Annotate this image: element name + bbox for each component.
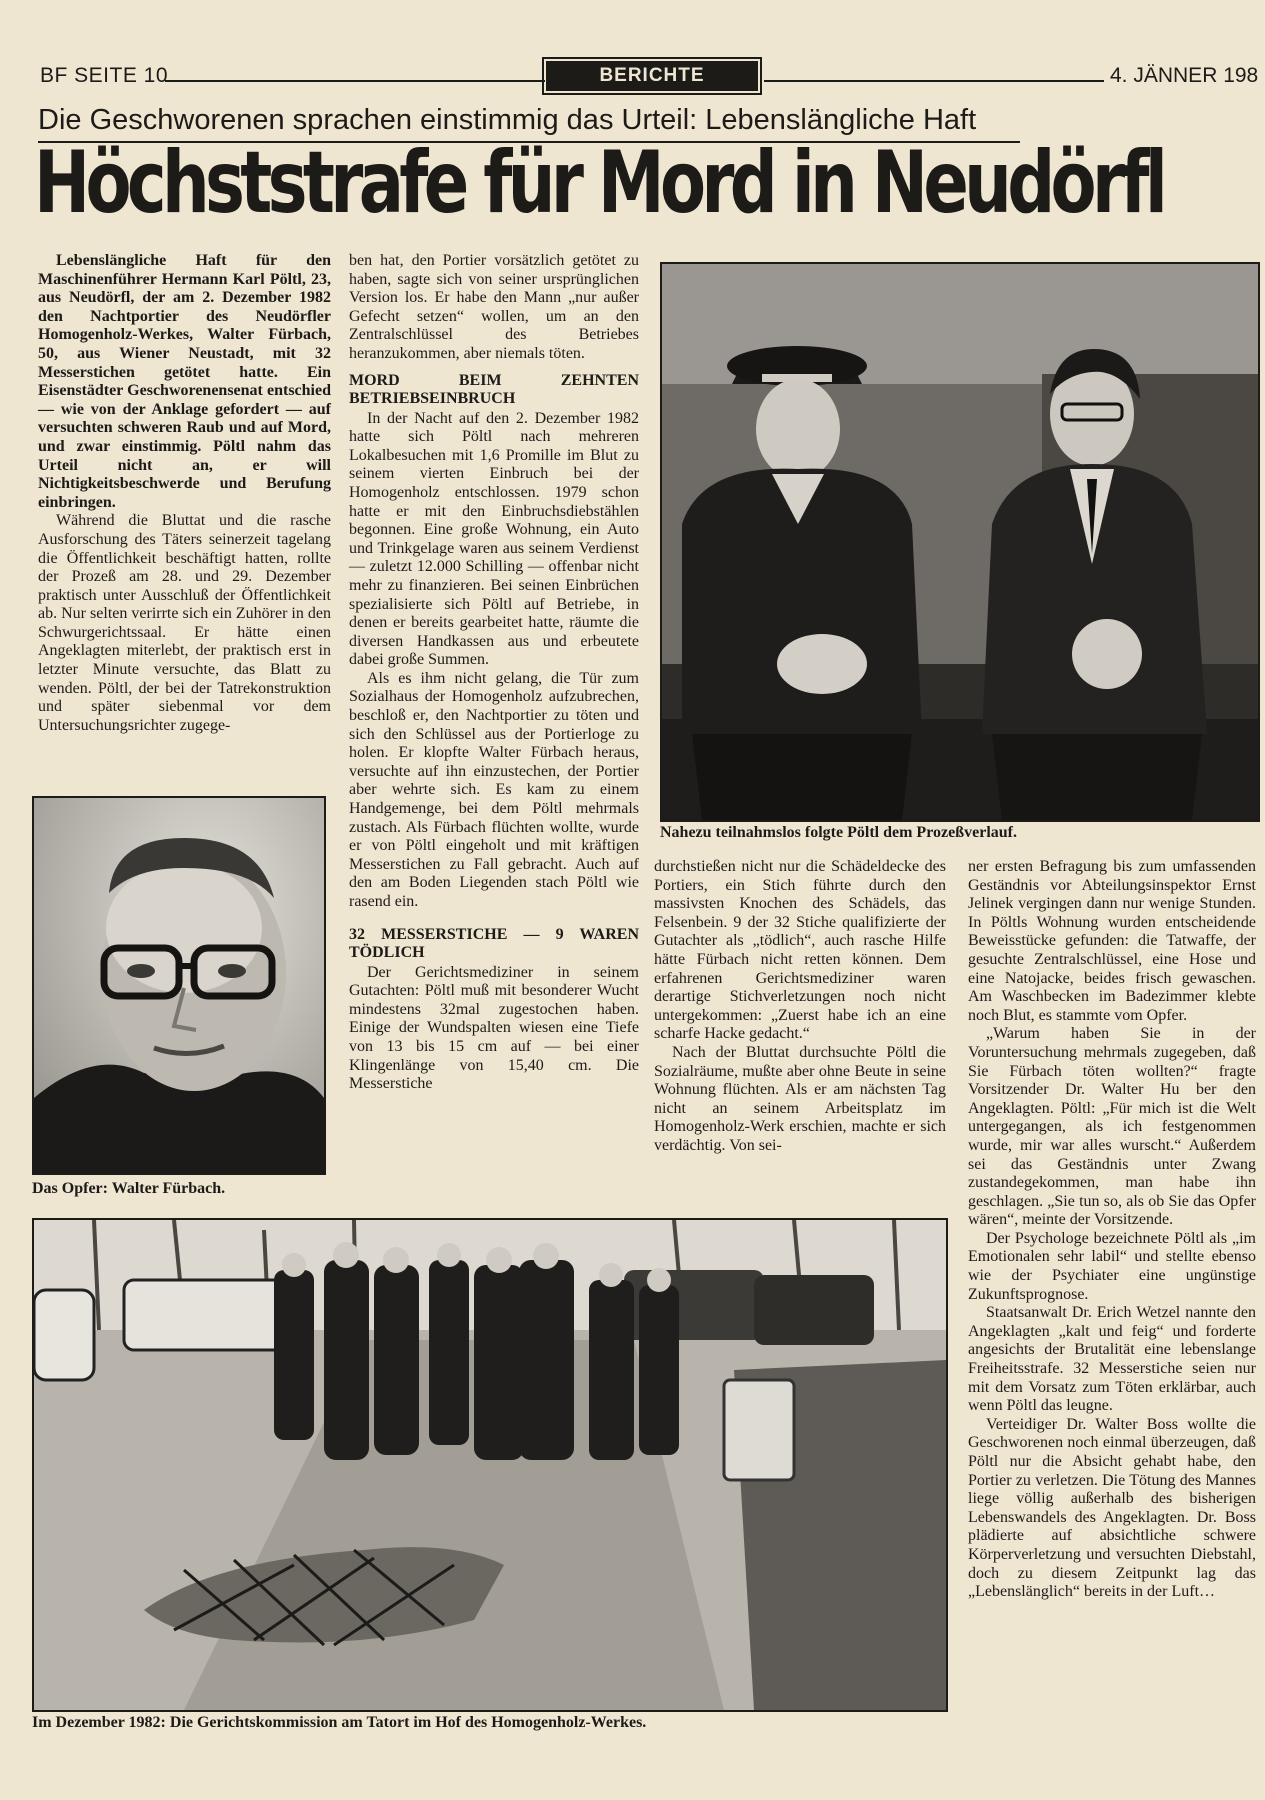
crime-scene-caption: Im Dezember 1982: Die Gerichtskommission am Tatort im Hof des Homogenholz-Werkes. [32, 1714, 647, 1731]
kicker-line: Die Geschworenen sprachen einstimmig das Urteil: Lebenslängliche Haft [38, 104, 977, 136]
page-number: BF SEITE 10 [40, 64, 169, 87]
paragraph: Verteidiger Dr. Walter Boss wollte die Geschworenen noch einmal überzeugen, daß Pöltl nur die Absicht gehabt habe, den Portier zu verletzen. Die Tötung des Mannes liege völlig außerhalb des bisherigen Lebenswandels des Angeklagten. Dr. Boss plädierte auf absichtliche schwere Körperverletzung und versuchten Diebstahl, doch zu diesem Zeitpunkt lag das „Lebenslänglich“ bereits in der Luft… [968, 1415, 1256, 1601]
article-column-2 [349, 252, 639, 1094]
paragraph: „Warum haben Sie in der Voruntersuchung mehrmals zugegeben, daß Sie Fürbach töten wollten?“ fragte Vorsitzender Dr. Walter Hu ber den Angeklagten. Pöltl: „Für mich ist die Welt untergegangen, als ich festgenommen wurde, mir war alles wurscht.“ Außerdem sei das Geständnis unter Zwang zustandegekommen, man habe ihn geschlagen. „Sie tun so, als ob Sie das Opfer wären“, meinte der Vorsitzende. [968, 1025, 1256, 1229]
article-column-4 [968, 858, 1256, 1602]
paragraph: Der Gerichtsmediziner in seinem Gutachten: Pöltl muß mit besonderer Wucht mindestens 32mal zugestochen haben. Einige der Wundspalten wiesen eine Tiefe von 13 bis 15 cm auf — bei einer Klingenlänge von 15,40 cm. Die Messerstiche [349, 963, 639, 1093]
victim-caption: Das Opfer: Walter Fürbach. [32, 1180, 226, 1197]
masthead-rule-right [764, 80, 1104, 82]
paragraph: Während die Bluttat und die rasche Ausforschung des Täters seinerzeit tagelang die Öffentlichkeit beschäftigt hatten, rollte der Prozeß am 28. und 29. Dezember praktisch unter Ausschluß der Öffentlichkeit ab. Nur selten verirrte sich ein Zuhörer in den Schwurgerichtssaal. Er hätte einen Angeklagten miterlebt, der praktisch erst in letzter Minute versuchte, das Blatt zu wenden. Pöltl, der bei der Tatrekonstruktion und später siebenmal vor dem Untersuchungsrichter zugege- [38, 512, 331, 734]
paragraph: Als es ihm nicht gelang, die Tür zum Sozialhaus der Homogenholz aufzubrechen, beschloß er, den Nachtportier zu töten und sich den Schlüssel aus der Portierloge zu holen. Er klopfte Walter Fürbach heraus, versuchte auf ihn einzustechen, der Portier aber wehrte sich. Es kam zu einem Handgemenge, bei dem Pöltl mehrmals zustach. Als Fürbach flüchten wollte, wurde er von Pöltl eingeholt und mit kräftigen Messerstichen zu Fall gebracht. Auch auf den am Boden Liegenden stach Pöltl wie rasend ein. [349, 669, 639, 910]
courtroom-caption: Nahezu teilnahmslos folgte Pöltl dem Prozeßverlauf. [660, 824, 1017, 841]
paragraph: ben hat, den Portier vorsätzlich getötet zu haben, sagte sich von seiner ursprünglichen Version los. Er habe den Mann „nur außer Gefecht setzen“ wollen, um an den Zentralschlüssel des Betriebes heranzukommen, aber niemals töten. [349, 252, 639, 362]
victim-photo [32, 796, 326, 1175]
paragraph: Der Psychologe bezeichnete Pöltl als „im Emotionalen sehr labil“ und stellte ebenso wie der Psychiater eine ungünstige Zukunftsprognose. [968, 1229, 1256, 1303]
subheading: 32 MESSERSTICHE — 9 WAREN TÖDLICH [349, 925, 639, 961]
subheading: MORD BEIM ZEHNTEN BETRIEBSEINBRUCH [349, 371, 639, 407]
crime-scene-photo [32, 1218, 948, 1712]
paragraph: Staatsanwalt Dr. Erich Wetzel nannte den Angeklagten „kalt und feig“ und forderte angesichts der Brutalität eine lebenslange Freiheitsstrafe. 32 Messerstiche seien nur mit dem Vorsatz zum Töten erklärbar, auch wenn Pöltl das leugne. [968, 1304, 1256, 1415]
masthead-rule-left [165, 80, 545, 82]
paragraph: ner ersten Befragung bis zum umfassenden Geständnis vor Abteilungsinspektor Ernst Jelinek vergingen dann nur wenige Stunden. In Pöltls Wohnung wurden entscheidende Beweisstücke gefunden: die Tatwaffe, der gesuchte Zentralschlüssel, eine Hose und eine Natojacke, beides frisch gewaschen. Am Waschbecken im Badezimmer klebte noch Blut, es stammte vom Opfer. [968, 858, 1256, 1024]
paragraph: Nach der Bluttat durchsuchte Pöltl die Sozialräume, mußte aber ohne Beute in seine Wohnung flüchten. Als er am nächsten Tag nicht an seinem Arbeitsplatz im Homogenholz-Werk erschien, machte er sich verdächtig. Von sei- [654, 1043, 946, 1154]
section-badge: BERICHTE [546, 61, 758, 91]
article-column-3 [654, 858, 946, 1156]
paragraph: In der Nacht auf den 2. Dezember 1982 hatte sich Pöltl nach mehreren Lokalbesuchen mit 1,6 Promille im Blut zu seinem vierten Einbruch bei der Homogenholz entschlossen. 1979 schon hatte er mit den Einbruchsdiebstählen begonnen. Eine große Wohnung, ein Auto und Trinkgelage waren aus seinem Verdienst — zuletzt 12.000 Schilling — offenbar nicht mehr zu finanzieren. Bei seinen Einbrüchen spezialisierte sich Pöltl auf Betriebe, in denen er bereits gearbeitet hatte, räumte die diversen Handkassen aus und erbeutete dabei große Summen. [349, 409, 639, 669]
issue-date: 4. JÄNNER 198 [1110, 64, 1259, 87]
paragraph: durchstießen nicht nur die Schädeldecke des Portiers, ein Stich führte durch den massivsten Knochen des Schädels, das Felsenbein. 9 der 32 Stiche qualifizierte der Gutachter als „tödlich“, auch rasche Hilfe hätte Fürbach nicht retten können. Dem erfahrenen Gerichtsmediziner waren derartige Stichverletzungen noch nicht untergekommen: „Zuerst habe ich an eine scharfe Hacke gedacht.“ [654, 858, 946, 1043]
lead-paragraph: Lebenslängliche Haft für den Maschinenführer Hermann Karl Pöltl, 23, aus Neudörfl, der am 2. Dezember 1982 den Nachtportier des Neudörfler Homogenholz-Werkes, Walter Fürbach, 50, aus Wiener Neustadt, mit 32 Messerstichen getötet hatte. Ein Eisenstädter Geschworenensenat entschied — wie von der Anklage gefordert — auf versuchten schweren Raub und auf Mord, und zwar einstimmig. Pöltl nahm das Urteil nicht an, er will Nichtigkeitsbeschwerde und Berufung einbringen. [38, 252, 331, 511]
headline: Höchststrafe für Mord in Neudörfl [34, 133, 1164, 233]
article-column-1 [38, 252, 331, 735]
courtroom-photo [660, 262, 1260, 822]
